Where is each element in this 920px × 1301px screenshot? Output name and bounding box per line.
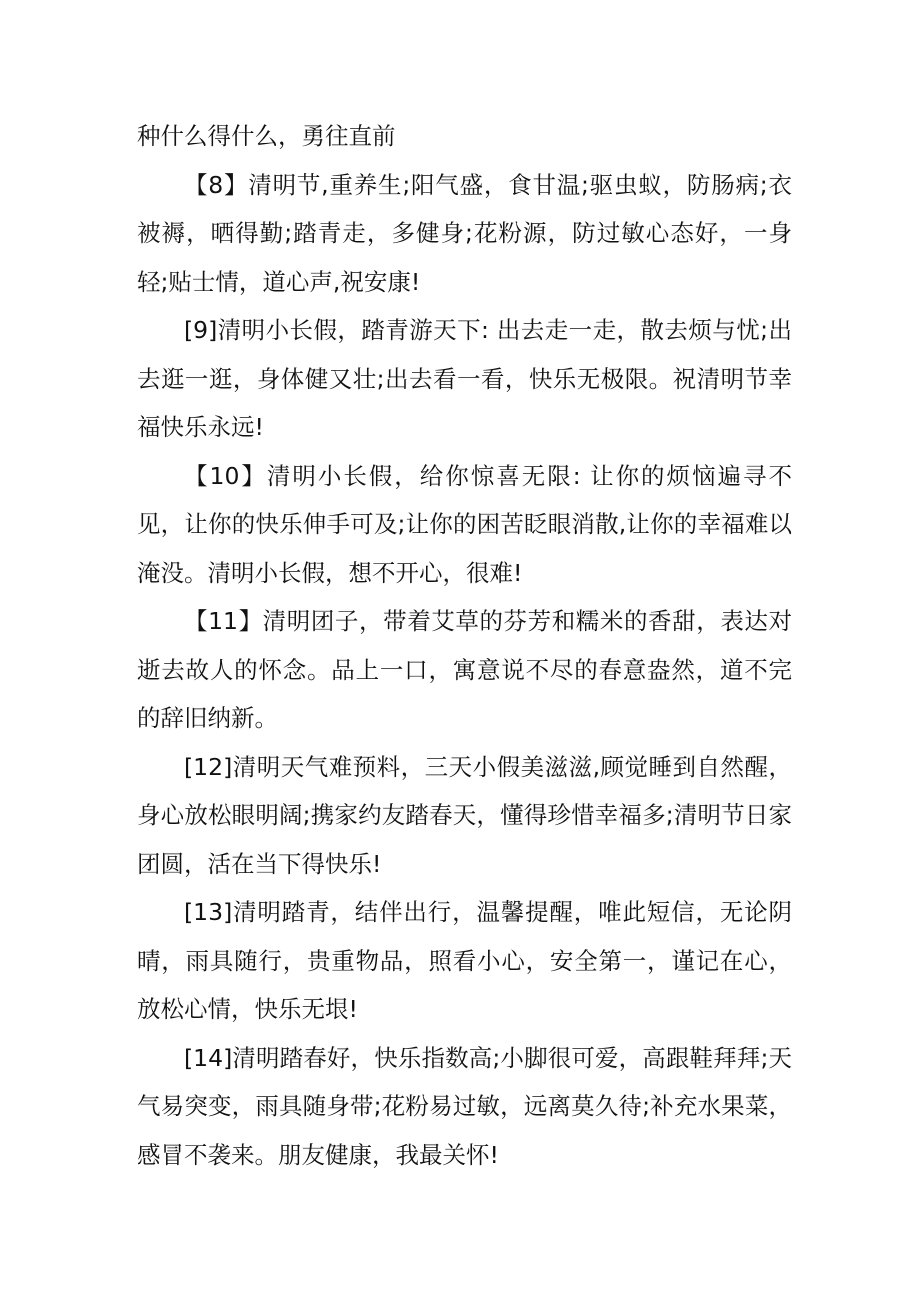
- paragraph-14: [14]清明踏春好，快乐指数高;小脚很可爱，高跟鞋拜拜;天气易突变，雨具随身带;花粉易过敏，远离莫久待;补充水果菜，感冒不袭来。朋友健康，我最关怀!: [137, 1043, 792, 1169]
- paragraph-9: [9]清明小长假，踏青游天下: 出去走一走，散去烦与忧;出去逛一逛，身体健又壮;出去看一看，快乐无极限。祝清明节幸福快乐永远!: [137, 316, 792, 441]
- paragraph-13: [13]清明踏青，结伴出行，温馨提醒，唯此短信，无论阴晴，雨具随行，贵重物品，照看小心，安全第一，谨记在心，放松心情，快乐无垠!: [137, 898, 792, 1023]
- paragraph-8: 【8】清明节,重养生;阳气盛，食甘温;驱虫蚁，防肠病;衣被褥，晒得勤;踏青走，多健身;花粉源，防过敏心态好，一身轻;贴士情，道心声,祝安康!: [137, 170, 792, 296]
- paragraph-11: 【11】清明团子，带着艾草的芬芳和糯米的香甜，表达对逝去故人的怀念。品上一口，寓意说不尽的春意盎然，道不完的辞旧纳新。: [137, 607, 792, 732]
- paragraph-continuation: 种什么得什么，勇往直前: [137, 122, 396, 150]
- paragraph-10: 【10】清明小长假，给你惊喜无限: 让你的烦恼遍寻不见，让你的快乐伸手可及;让你的困苦眨眼消散,让你的幸福难以淹没。清明小长假，想不开心，很难!: [137, 461, 792, 587]
- paragraph-12: [12]清明天气难预料，三天小假美滋滋,顾觉睡到自然醒，身心放松眼明阔;携家约友踏春天，懂得珍惜幸福多;清明节日家团圆，活在当下得快乐!: [137, 752, 792, 878]
